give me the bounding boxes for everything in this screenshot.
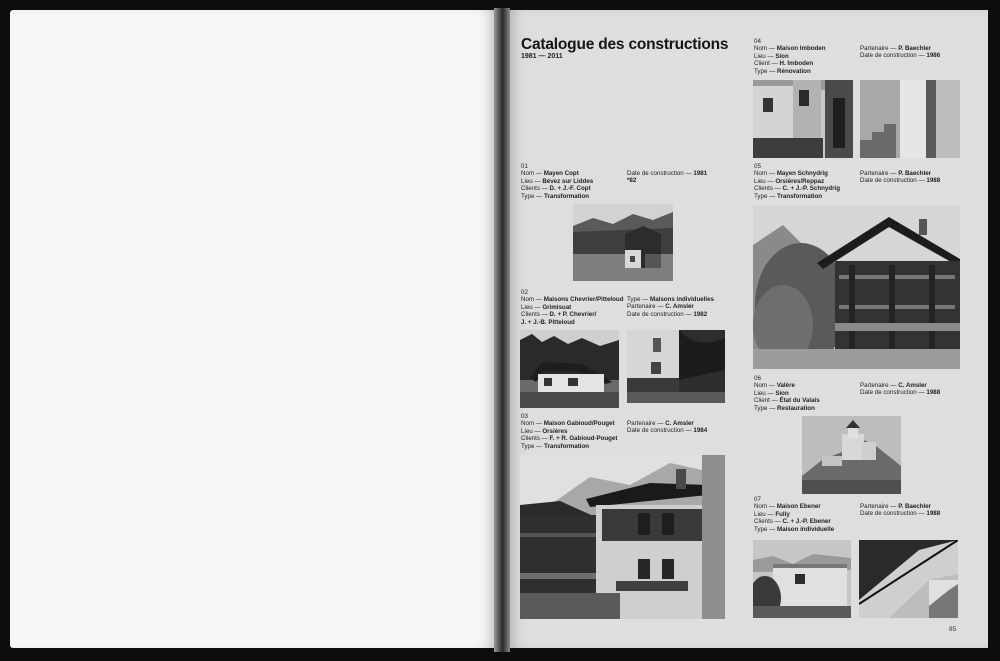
photo-mayen-copt [573, 204, 673, 281]
entry-field [860, 382, 940, 389]
entry-field [754, 53, 826, 60]
field-label: Nom — [754, 45, 777, 53]
entry-field [860, 170, 940, 177]
page-number: 85 [949, 626, 957, 633]
field-value: P. Baechler [898, 503, 932, 510]
field-label: Lieu — [754, 177, 776, 185]
field-label: Date de construction — [627, 310, 694, 318]
field-value: 1988 [926, 177, 941, 185]
field-value: P. Baechler [898, 170, 932, 177]
field-value: Maisons individuelles [650, 296, 715, 303]
field-label: Type — [521, 192, 545, 200]
field-value: 1982 [693, 310, 708, 318]
entry-field [521, 428, 617, 435]
field-label: Nom — [521, 420, 544, 428]
photo-maison-ebener-stairs [859, 540, 958, 618]
field-label: Clients — [521, 311, 550, 319]
entry-number: 02 [521, 289, 528, 296]
field-value: C. Amsler [898, 382, 927, 389]
field-value: Maison Gabioud/Pouget [543, 420, 615, 428]
entry-number: 06 [754, 375, 761, 382]
entry-number: 07 [754, 496, 761, 503]
entry-04-details [754, 38, 826, 75]
field-value: D. + J.-F. Copt [549, 185, 591, 193]
entry-number: 05 [754, 163, 761, 170]
entry-field [860, 510, 940, 517]
entry-05-details [754, 163, 840, 200]
field-label: Type — [754, 192, 778, 200]
entry-field [860, 52, 940, 59]
field-value: Orsières [542, 427, 568, 435]
field-label: Date de construction — [860, 177, 927, 185]
field-value: Restauration [777, 404, 815, 412]
entry-02-dates [627, 296, 714, 318]
field-label: Lieu — [521, 177, 543, 185]
entry-03-details [521, 413, 617, 450]
page-title: Catalogue des constructions [521, 36, 729, 53]
entry-field [754, 60, 826, 67]
entry-field [521, 304, 623, 311]
entry-field [754, 405, 820, 412]
entry-field [627, 420, 707, 427]
entry-field [860, 177, 940, 184]
left-page-blank [10, 10, 498, 648]
field-label: Clients — [521, 185, 550, 193]
field-value: 1981 [693, 170, 708, 177]
entry-field [860, 45, 940, 52]
field-value: P. Baechler [898, 45, 932, 52]
photo-maisons-chevrier-facade [627, 330, 725, 403]
field-value: Mayen Schnydrig [776, 170, 828, 178]
field-value: 1988 [926, 389, 941, 397]
field-value: 1984 [693, 427, 708, 435]
entry-field [521, 311, 623, 318]
entry-field [860, 389, 940, 396]
field-value: C. + J.-P. Schnydrig [782, 185, 841, 193]
entry-05-dates [860, 170, 940, 185]
photo-maison-ebener-exterior [753, 540, 851, 618]
field-label: Partenaire — [860, 503, 899, 510]
field-label: Nom — [754, 503, 777, 511]
field-label: Nom — [754, 170, 777, 178]
field-label: Client — [754, 60, 780, 68]
field-label: Clients — [754, 518, 783, 526]
field-label: Date de construction — [860, 52, 927, 60]
field-label: Lieu — [754, 510, 776, 518]
entry-field [754, 170, 840, 177]
entry-01-dates [627, 170, 707, 185]
field-label: Lieu — [521, 303, 543, 311]
field-label: Clients — [754, 185, 783, 193]
entry-field [754, 503, 834, 510]
field-value: 1988 [926, 510, 941, 518]
entry-field [521, 185, 593, 192]
field-label: Partenaire — [627, 420, 666, 427]
field-label: Partenaire — [627, 303, 666, 311]
field-value: Fully [775, 510, 790, 518]
entry-field [627, 311, 714, 318]
entry-04-dates [860, 45, 940, 60]
field-value: Bévez sur Liddes [542, 177, 594, 185]
field-label: Type — [627, 296, 651, 303]
entry-field [627, 177, 707, 184]
entry-06-dates [860, 382, 940, 397]
field-value: Maison individuelle [777, 525, 835, 533]
entry-field [627, 170, 707, 177]
field-label: Partenaire — [860, 45, 899, 52]
photo-mayen-schnydrig [753, 205, 960, 369]
entry-field [754, 185, 840, 192]
field-label: Type — [754, 67, 778, 75]
field-label: Nom — [521, 170, 544, 178]
field-value: Valère [776, 382, 795, 390]
entry-field [521, 296, 623, 303]
entry-field [521, 420, 617, 427]
entry-field [754, 511, 834, 518]
photo-valere [802, 416, 901, 494]
field-value: Transformation [544, 192, 590, 200]
field-label: Partenaire — [860, 170, 899, 177]
entry-field [754, 397, 820, 404]
field-value: D. + P. Chevrier/ [549, 311, 597, 319]
photo-maison-imboden-exterior [753, 80, 853, 158]
field-value: Maison Ebener [776, 503, 821, 511]
entry-field [521, 193, 593, 200]
field-label: Lieu — [754, 52, 776, 60]
entry-07-details [754, 496, 834, 533]
entry-field [627, 303, 714, 310]
field-label: Lieu — [754, 389, 776, 397]
entry-field [521, 443, 617, 450]
field-value: Maisons Chevrier/Pitteloud [543, 296, 624, 304]
field-value: C. + J.-P. Ebener [782, 518, 831, 526]
photo-maisons-chevrier-chalet [520, 330, 619, 408]
field-value: Transformation [544, 442, 590, 450]
field-label: Type — [521, 442, 545, 450]
entry-07-dates [860, 503, 940, 518]
field-label: Date de construction — [627, 427, 694, 435]
entry-field [754, 518, 834, 525]
field-value: *82 [627, 177, 637, 185]
entry-01-details [521, 163, 593, 200]
book-spine [494, 8, 510, 652]
field-value: Transformation [777, 192, 823, 200]
entry-field [521, 170, 593, 177]
field-label: Type — [754, 525, 778, 533]
entry-03-dates [627, 420, 707, 435]
field-value: 1986 [926, 52, 941, 60]
entry-field [754, 68, 826, 75]
entry-number: 04 [754, 38, 761, 45]
entry-06-details [754, 375, 820, 412]
entry-number: 03 [521, 413, 528, 420]
entry-field [521, 319, 623, 326]
photo-maison-gabioud-pouget [520, 455, 725, 619]
entry-02-details [521, 289, 623, 326]
entry-field [754, 526, 834, 533]
field-value: H. Imboden [779, 60, 814, 68]
field-value: Mayen Copt [543, 170, 579, 178]
field-value: C. Amsler [665, 303, 694, 311]
photo-maison-imboden-interior [860, 80, 960, 158]
field-value: Maison Imboden [776, 45, 826, 53]
field-label: Date de construction — [860, 510, 927, 518]
field-label: Partenaire — [860, 382, 899, 389]
field-value: Grimisuat [542, 303, 572, 311]
entry-field [521, 435, 617, 442]
field-label: Clients — [521, 435, 550, 443]
field-value: Rénovation [777, 67, 811, 75]
field-label: Nom — [521, 296, 544, 304]
field-value: Sion [775, 389, 789, 397]
field-label: Lieu — [521, 427, 543, 435]
field-label: Date de construction — [627, 170, 694, 177]
field-value: Sion [775, 52, 789, 60]
entry-field [754, 193, 840, 200]
entry-field [754, 382, 820, 389]
field-value: État du Valais [779, 397, 820, 405]
page-subtitle: 1981 — 2011 [521, 53, 563, 60]
field-value: F. + R. Gabioud-Pouget [549, 435, 618, 443]
entry-field [627, 427, 707, 434]
field-label: Nom — [754, 382, 777, 390]
field-value: J. + J.-B. Pitteloud [521, 318, 575, 326]
entry-field [754, 178, 840, 185]
field-label: Client — [754, 397, 780, 405]
field-value: Orsières/Reppaz [775, 177, 825, 185]
entry-field [627, 296, 714, 303]
field-label: Date de construction — [860, 389, 927, 397]
field-label: Type — [754, 404, 778, 412]
entry-field [754, 45, 826, 52]
entry-field [860, 503, 940, 510]
entry-field [521, 178, 593, 185]
field-value: C. Amsler [665, 420, 694, 427]
entry-number: 01 [521, 163, 528, 170]
